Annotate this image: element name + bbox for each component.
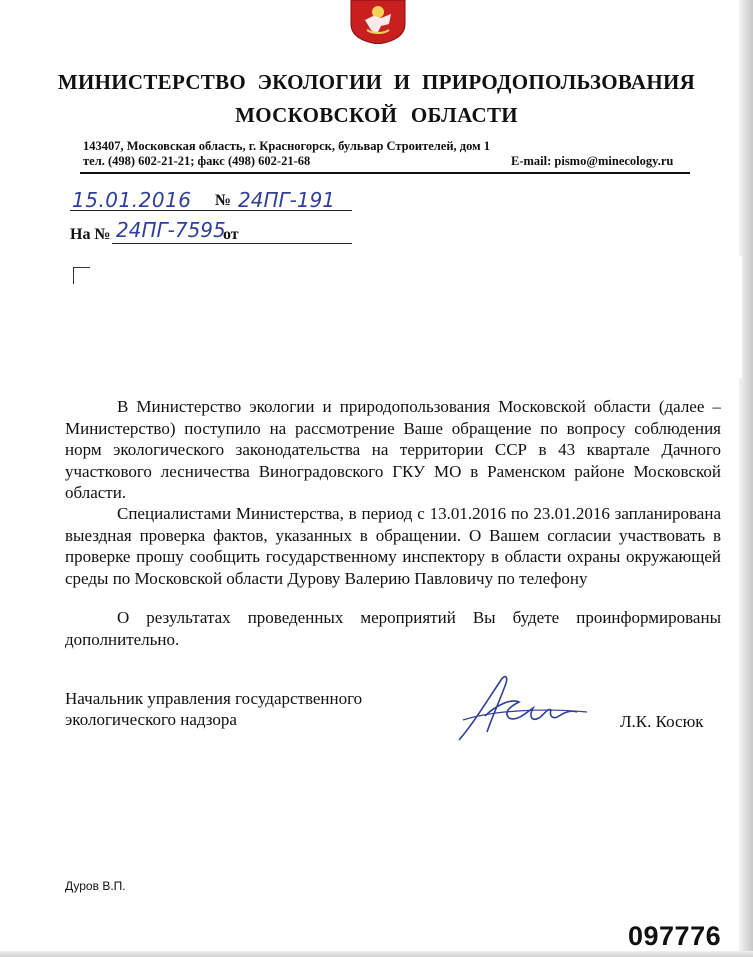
- body-paragraph-2: [65, 503, 721, 589]
- ministry-phones: тел. (498) 602-21-21; факс (498) 602-21-68: [83, 154, 311, 168]
- executor-name: Дуров В.П.: [65, 879, 126, 893]
- addressee-corner-mark: [73, 267, 90, 284]
- signatory-title-line2: экологического надзора: [65, 710, 237, 729]
- reference-number: 24ПГ-7595: [116, 218, 226, 242]
- reference-label: На №: [70, 226, 111, 243]
- signatory-title: [65, 688, 362, 730]
- reference-from-label: от: [223, 226, 239, 243]
- handwritten-signature: [455, 672, 590, 744]
- ministry-name-line1: МИНИСТЕРСТВО ЭКОЛОГИИ И ПРИРОДОПОЛЬЗОВАНИЯ: [57, 70, 696, 94]
- header-divider: [80, 172, 690, 174]
- date-number-underline: [70, 210, 352, 211]
- redacted-executor-phone: [58, 893, 286, 915]
- scan-edge-right: [739, 0, 753, 957]
- ministry-address: 143407, Московская область, г. Красногорск, бульвар Строителей, дом 1: [83, 139, 491, 153]
- redacted-addressee-block: [245, 256, 742, 378]
- number-sign: №: [215, 192, 232, 209]
- reference-underline: [112, 243, 352, 244]
- ministry-email: E-mail: pismo@minecology.ru: [511, 154, 674, 168]
- moscow-oblast-coat-of-arms-icon: [347, 0, 409, 44]
- body-paragraph-3-text: О результатах проведенных мероприятий Вы будете проинформированы дополнительно.: [65, 608, 721, 649]
- outgoing-number: 24ПГ-191: [238, 188, 336, 212]
- ministry-name-line2: МОСКОВСКОЙ ОБЛАСТИ: [235, 103, 518, 127]
- body-paragraph-3: [65, 607, 721, 650]
- body-paragraph-1: [65, 396, 721, 504]
- signatory-title-line1: Начальник управления государственного: [65, 689, 363, 708]
- body-paragraph-1-text: В Министерство экологии и природопользования Московской области (далее – Министерство) поступило на рассмотрение Ваше обращение по вопросу соблюдения норм экологического законодательства на территории ССР в 43 квартале Дачного участкового лесничества Виноградовского ГКУ МО в Раменском районе Московской области.: [65, 397, 721, 503]
- signer-name: Л.К. Косюк: [620, 712, 704, 731]
- outgoing-date: 15.01.2016: [72, 188, 192, 212]
- form-serial-number: 097776: [628, 921, 722, 951]
- body-paragraph-2-text: Специалистами Министерства, в период с 13.01.2016 по 23.01.2016 запланирована выездная проверка фактов, указанных в обращении. О Вашем согласии участвовать в проверке прошу сообщить государственному инспектору в области охраны окружающей среды по Московской области Дурову Валерию Павловичу по телефону: [65, 504, 721, 588]
